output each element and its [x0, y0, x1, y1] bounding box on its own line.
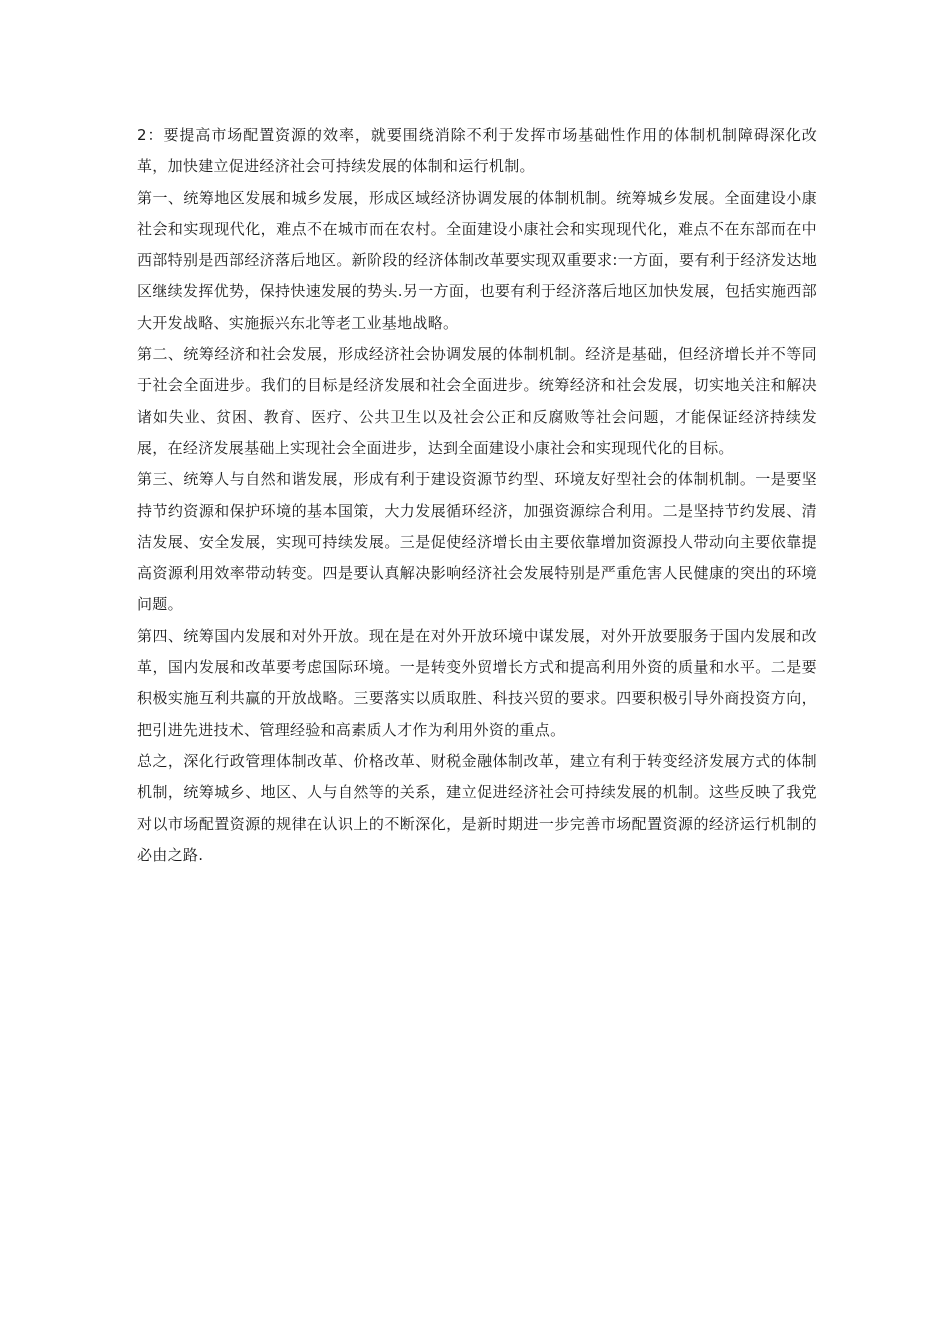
paragraph-first: 第一、统筹地区发展和城乡发展，形成区域经济协调发展的体制机制。统筹城乡发展。全面建设小康社会和实现现代化，难点不在城市而在农村。全面建设小康社会和实现现代化，难点不在东部而在中西部特别是西部经济落后地区。新阶段的经济体制改革要实现双重要求:一方面，要有利于经济发达地区继续发挥优势，保持快速发展的势头.另一方面，也要有利于经济落后地区加快发展，包括实施西部大开发战略、实施振兴东北等老工业基地战略。 [137, 188, 817, 332]
paragraph-third: 第三、统筹人与自然和谐发展，形成有利于建设资源节约型、环境友好型社会的体制机制。一是要坚持节约资源和保护环境的基本国策，大力发展循环经济，加强资源综合利用。二是坚持节约发展、清洁发展、安全发展，实现可持续发展。三是促使经济增长由主要依靠增加资源投人带动向主要依靠提高资源利用效率带动转变。四是要认真解决影响经济社会发展特别是严重危害人民健康的突出的环境问题。 [137, 470, 817, 614]
paragraph-fourth: 第四、统筹国内发展和对外开放。现在是在对外开放环境中谋发展，对外开放要服务于国内发展和改革，国内发展和改革要考虑国际环境。一是转变外贸增长方式和提高利用外资的质量和水平。二是要积极实施互利共赢的开放战略。三要落实以质取胜、科技兴贸的要求。四要积极引导外商投资方向，把引进先进技术、管理经验和高素质人才作为利用外资的重点。 [137, 626, 817, 739]
paragraph-conclusion: 总之，深化行政管理体制改革、价格改革、财税金融体制改革，建立有利于转变经济发展方式的体制机制，统筹城乡、地区、人与自然等的关系，建立促进经济社会可持续发展的机制。这些反映了我党对以市场配置资源的规律在认识上的不断深化，是新时期进一步完善市场配置资源的经济运行机制的必由之路. [137, 751, 817, 864]
paragraph-second: 第二、统筹经济和社会发展，形成经济社会协调发展的体制机制。经济是基础，但经济增长并不等同于社会全面进步。我们的目标是经济发展和社会全面进步。统筹经济和社会发展，切实地关注和解决诸如失业、贫困、教育、医疗、公共卫生以及社会公正和反腐败等社会问题，才能保证经济持续发展，在经济发展基础上实现社会全面进步，达到全面建设小康社会和实现现代化的目标。 [137, 345, 817, 457]
paragraph-intro: 2：要提高市场配置资源的效率，就要围绕消除不利于发挥市场基础性作用的体制机制障碍深化改革，加快建立促进经济社会可持续发展的体制和运行机制。 [137, 126, 817, 176]
document-body [137, 120, 817, 871]
